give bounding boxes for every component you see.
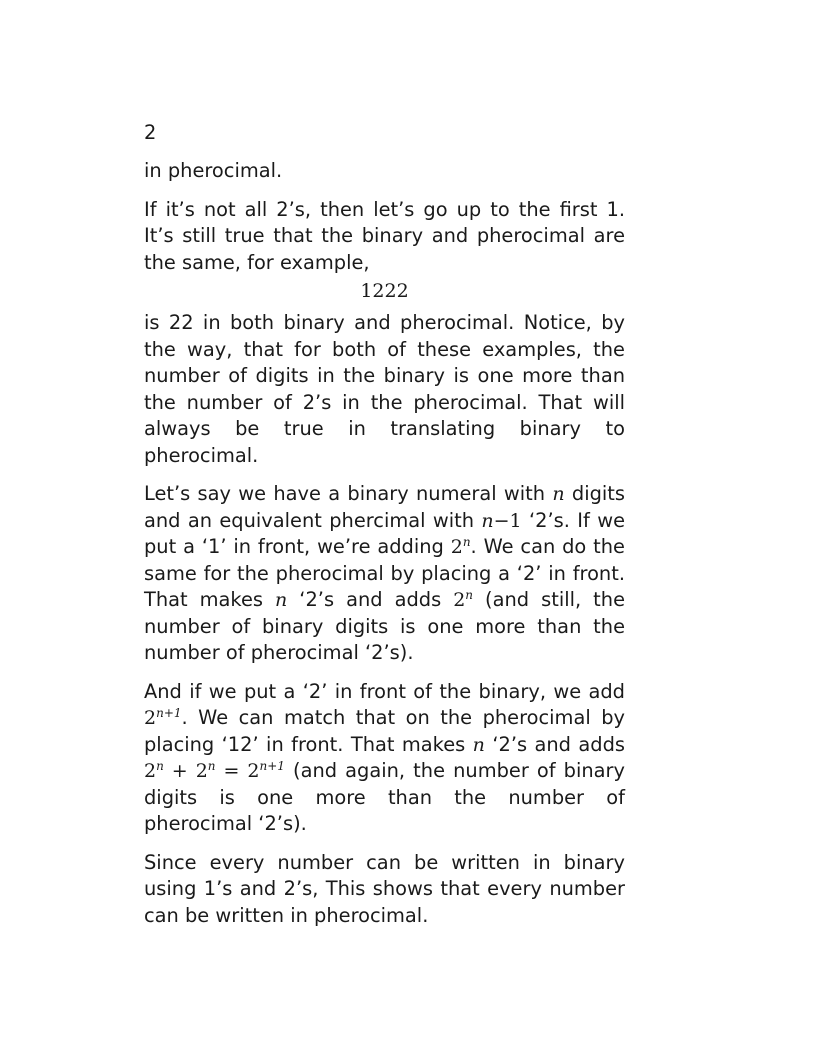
- math-minus-one: −1: [493, 509, 522, 532]
- math-plus: +: [163, 760, 196, 782]
- math-two: 2: [144, 707, 157, 729]
- math-exponent-n: n: [462, 535, 471, 549]
- p5-text-a: And if we put a ‘2’ in front of the binary, we add: [144, 679, 625, 703]
- math-two: 2: [453, 589, 466, 611]
- math-two: 2: [144, 760, 157, 782]
- p5-text-c: ‘2’s and adds: [484, 732, 626, 756]
- math-exponent-n-plus-1: n+1: [156, 706, 182, 720]
- paragraph-2: If it’s not all 2’s, then let’s go up to the first 1. It’s still true that the binary and pherocimal are the same, for example,: [144, 197, 625, 274]
- p4-text-b: digits and an equivalent phercimal with: [144, 482, 625, 532]
- math-equals: =: [215, 760, 248, 782]
- p4-text-f: (and still, the number of binary digits is one more than the number of pherocimal ‘2’s).: [144, 588, 625, 664]
- page-number: 2: [144, 121, 157, 144]
- math-exponent-n: n: [156, 759, 164, 773]
- p4-text-e: ‘2’s and adds: [287, 588, 454, 611]
- document-page: [144, 120, 625, 941]
- math-n: n: [472, 733, 485, 756]
- paragraph-6: Since every number can be written in binary using 1’s and 2’s, This shows that every number can be written in pherocimal.: [144, 850, 625, 927]
- math-exponent-n-plus-1: n+1: [259, 759, 285, 773]
- p4-text-a: Let’s say we have a binary numeral with: [144, 482, 553, 505]
- p4-text-c: ‘2’s. If we put a ‘1’ in front, we’re adding: [144, 508, 625, 558]
- p4-text-d: . We can do the same for the pherocimal by placing a ‘2’ in front. That makes: [144, 535, 625, 611]
- math-n: n: [552, 483, 565, 505]
- paragraph-4: [144, 481, 625, 667]
- paragraph-3: is 22 in both binary and pherocimal. Notice, by the way, that for both of these examples, the number of digits in the binary is one more than the number of 2’s in the pherocimal. That will always be true in translating binary to pherocimal.: [144, 311, 625, 467]
- math-exponent-n: n: [465, 588, 474, 602]
- p5-text-b: . We can match that on the pherocimal by placing ‘12’ in front. That makes: [144, 706, 625, 756]
- display-equation: 1222: [360, 280, 409, 302]
- p5-text-d: (and again, the number of binary digits is one more than the number of pherocimal ‘2’s).: [144, 759, 625, 835]
- paragraph-1: in pherocimal.: [144, 159, 283, 182]
- paragraph-5: [144, 679, 625, 838]
- math-exponent-n: n: [207, 759, 216, 773]
- math-n: n: [275, 589, 288, 611]
- math-two: 2: [247, 760, 260, 782]
- math-two: 2: [450, 536, 463, 558]
- math-two: 2: [195, 760, 208, 782]
- math-n: n: [481, 509, 494, 532]
